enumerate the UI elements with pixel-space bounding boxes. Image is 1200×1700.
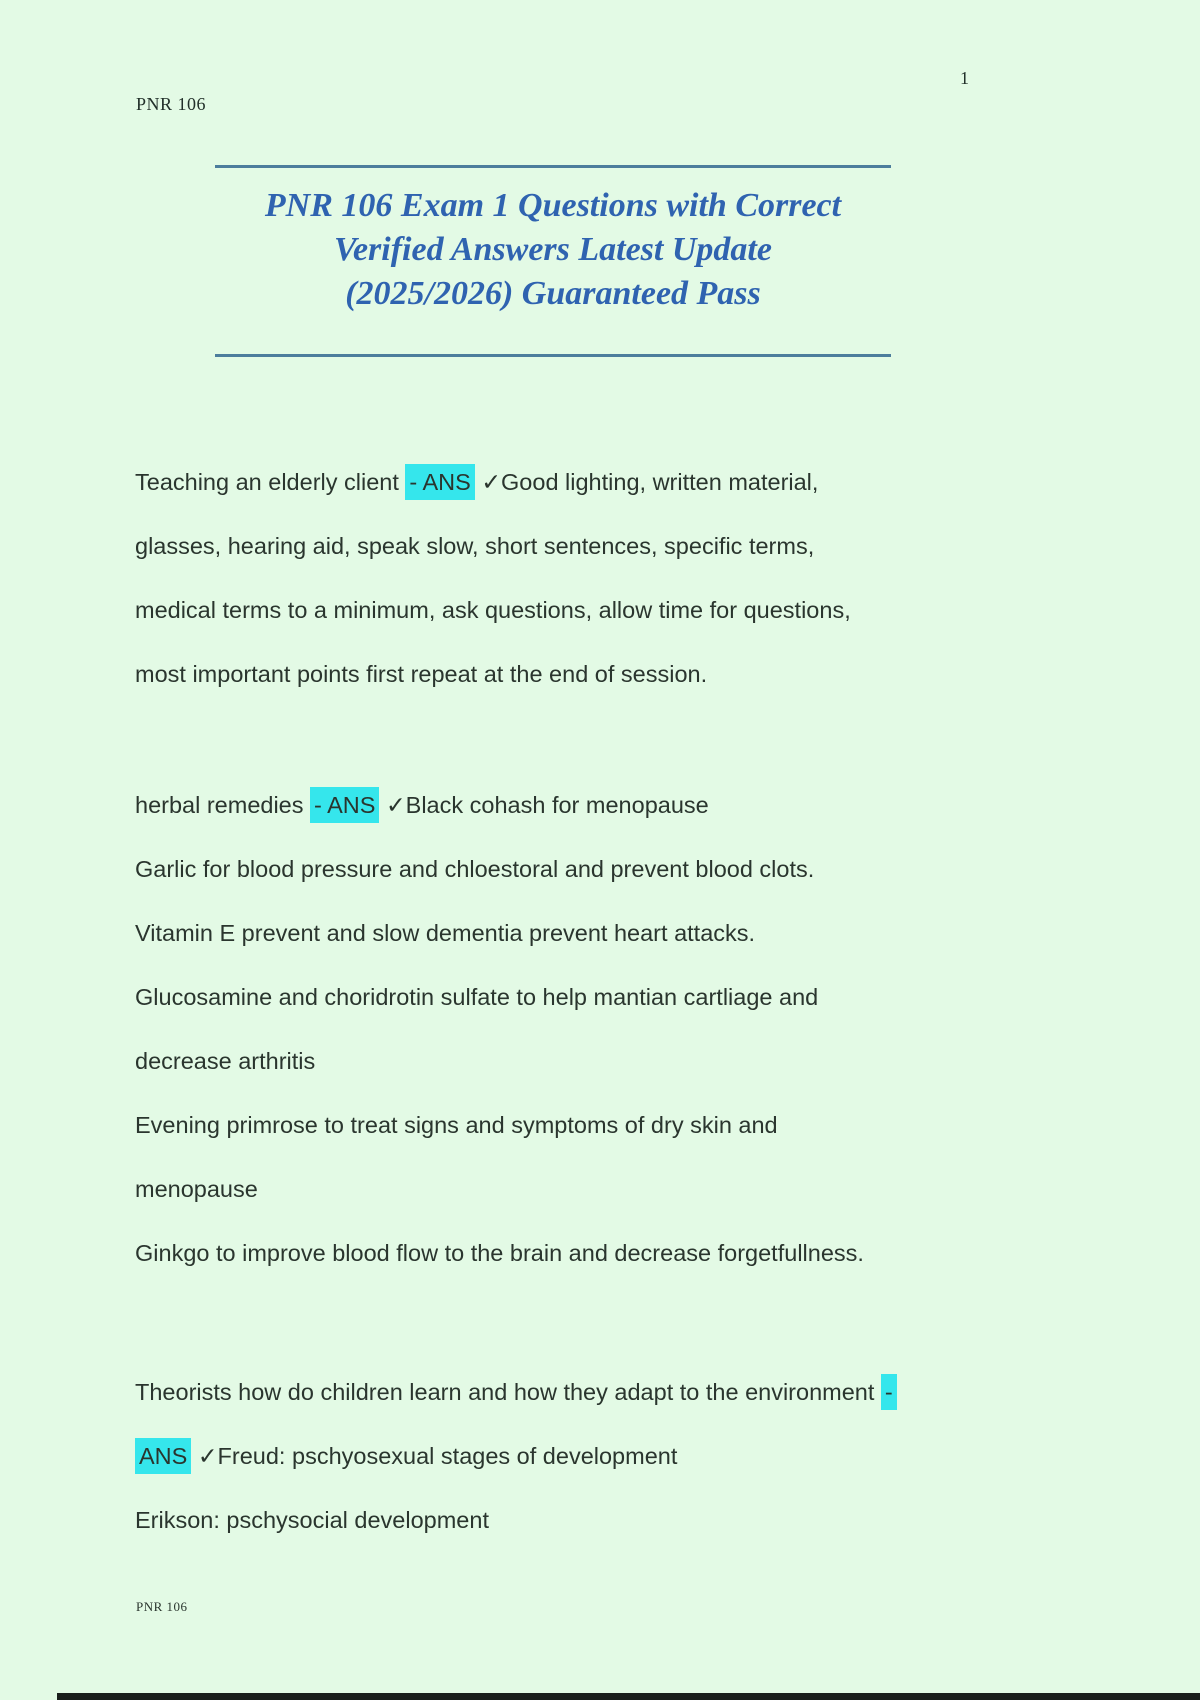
text-line bbox=[135, 1029, 864, 1093]
paragraph bbox=[135, 1360, 897, 1552]
text-segment: ✓Black cohash for menopause bbox=[379, 792, 709, 818]
text-segment: Theorists how do children learn and how they adapt to the environment bbox=[135, 1379, 881, 1405]
text-line bbox=[135, 1360, 897, 1424]
bottom-bar bbox=[57, 1693, 1200, 1700]
text-segment: decrease arthritis bbox=[135, 1048, 316, 1074]
document-title-line-2: Verified Answers Latest Update bbox=[334, 231, 772, 268]
text-segment: Vitamin E prevent and slow dementia prevent heart attacks. bbox=[135, 920, 756, 946]
text-segment: Evening primrose to treat signs and symptoms of dry skin and bbox=[135, 1112, 778, 1138]
text-line bbox=[135, 1157, 864, 1221]
footer-course-code: PNR 106 bbox=[136, 1599, 188, 1614]
text-line bbox=[135, 514, 851, 578]
page-number: 1 bbox=[960, 68, 969, 88]
header-course-code: PNR 106 bbox=[136, 94, 207, 114]
paragraph bbox=[135, 450, 851, 706]
answer-highlight: - ANS bbox=[310, 787, 379, 823]
text-line bbox=[135, 450, 851, 514]
text-line bbox=[135, 1221, 864, 1285]
paragraph bbox=[135, 773, 864, 1285]
text-line bbox=[135, 837, 864, 901]
title-block bbox=[215, 165, 891, 357]
text-segment: medical terms to a minimum, ask questions, allow time for questions, bbox=[135, 597, 851, 623]
text-segment: Glucosamine and choridrotin sulfate to help mantian cartliage and bbox=[135, 984, 819, 1010]
answer-highlight: - ANS bbox=[405, 464, 474, 500]
text-segment: Teaching an elderly client bbox=[135, 469, 406, 495]
text-segment: glasses, hearing aid, speak slow, short sentences, specific terms, bbox=[135, 533, 815, 559]
text-line bbox=[135, 578, 851, 642]
text-segment: Garlic for blood pressure and chloestoral and prevent blood clots. bbox=[135, 856, 815, 882]
document-title-line-3: (2025/2026) Guaranteed Pass bbox=[345, 275, 761, 312]
text-segment: Erikson: pschysocial development bbox=[135, 1507, 489, 1533]
text-segment: menopause bbox=[135, 1176, 258, 1202]
text-line bbox=[135, 1093, 864, 1157]
text-line bbox=[135, 965, 864, 1029]
document-title-line-1: PNR 106 Exam 1 Questions with Correct bbox=[264, 187, 842, 224]
text-line bbox=[135, 1488, 897, 1552]
text-segment: Ginkgo to improve blood flow to the brain and decrease forgetfullness. bbox=[135, 1240, 864, 1266]
text-line bbox=[135, 1424, 897, 1488]
text-segment: most important points first repeat at the end of session. bbox=[135, 661, 708, 687]
text-segment: ✓Freud: pschyosexual stages of development bbox=[191, 1443, 678, 1469]
text-line bbox=[135, 901, 864, 965]
text-segment: ✓Good lighting, written material, bbox=[474, 469, 819, 495]
answer-highlight: ANS bbox=[135, 1438, 191, 1474]
text-line bbox=[135, 773, 864, 837]
text-line bbox=[135, 642, 851, 706]
text-segment: herbal remedies bbox=[135, 792, 311, 818]
answer-highlight: - bbox=[881, 1374, 897, 1410]
